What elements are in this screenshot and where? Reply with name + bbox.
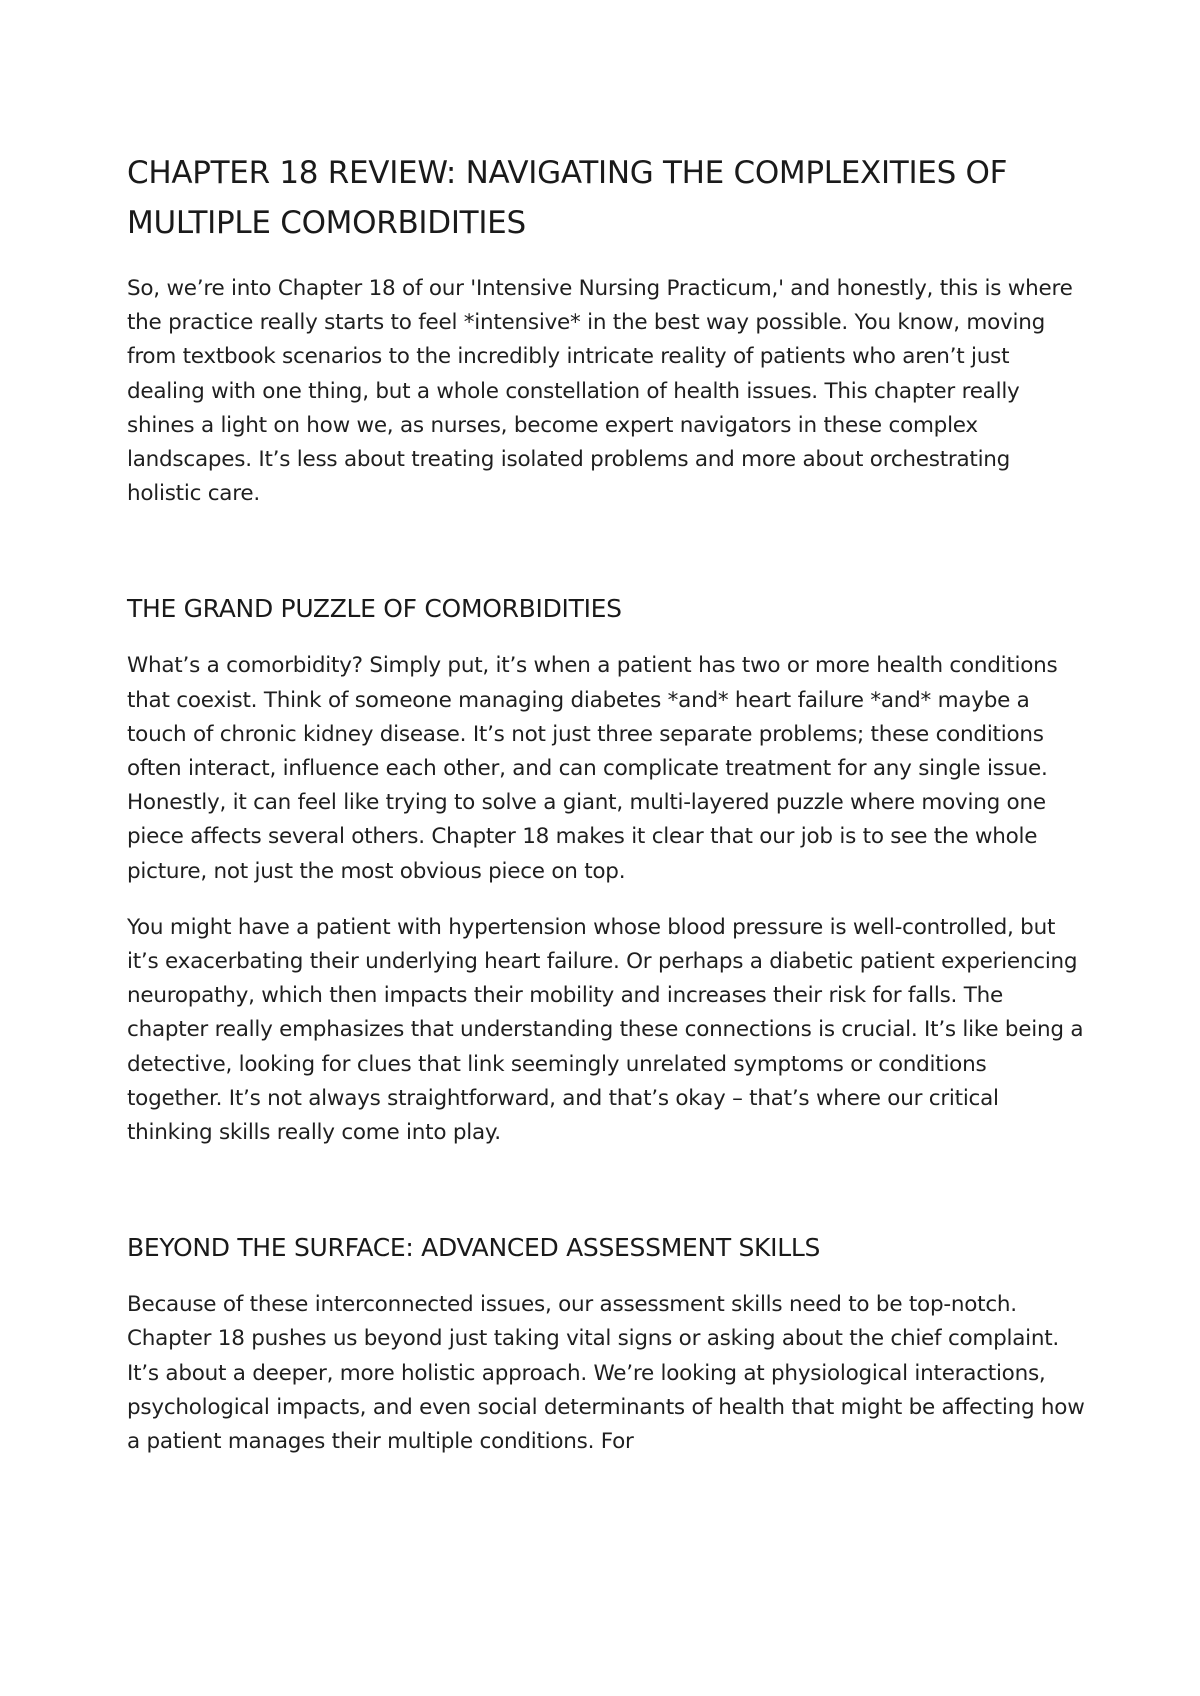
section-paragraph: What’s a comorbidity? Simply put, it’s when a patient has two or more health conditions that coexist. Think of someone managing diabetes *and* heart failure *and* maybe a touch of chronic kidney disease. It’s not just three separate problems; these conditions often interact, influence each other, and can complicate treatment for any single issue. Honestly, it can feel like trying to solve a giant, multi-layered puzzle where moving one piece affects several others. Chapter 18 makes it clear that our job is to see the whole picture, not just the most obvious piece on top.	[127, 653, 1058, 884]
intro-paragraph: So, we’re into Chapter 18 of our 'Intensive Nursing Practicum,' and honestly, this is where the practice really starts to feel *intensive* in the best way possible. You know, moving from textbook scenarios to the incredibly intricate reality of patients who aren’t just dealing with one thing, but a whole constellation of health issues. This chapter really shines a light on how we, as nurses, become expert navigators in these complex landscapes. It’s less about treating isolated problems and more about orchestrating holistic care.	[127, 276, 1073, 507]
section-heading-grand-puzzle: THE GRAND PUZZLE OF COMORBIDITIES	[127, 594, 622, 624]
document-page	[127, 148, 1087, 1459]
section-paragraph: Because of these interconnected issues, our assessment skills need to be top-notch. Chapter 18 pushes us beyond just taking vital signs or asking about the chief complaint. It’s about a deeper, more holistic approach. We’re looking at physiological interactions, psychological impacts, and even social determinants of health that might be affecting how a patient manages their multiple conditions. For	[127, 1292, 1085, 1455]
section-paragraph: You might have a patient with hypertension whose blood pressure is well-controlled, but it’s exacerbating their underlying heart failure. Or perhaps a diabetic patient experiencing neuropathy, which then impacts their mobility and increases their risk for falls. The chapter really emphasizes that understanding these connections is crucial. It’s like being a detective, looking for clues that link seemingly unrelated symptoms or conditions together. It’s not always straightforward, and that’s okay – that’s where our critical thinking skills really come into play.	[127, 914, 1084, 1146]
section-heading-beyond-the-surface: BEYOND THE SURFACE: ADVANCED ASSESSMENT SKILLS	[127, 1233, 821, 1263]
document-title: CHAPTER 18 REVIEW: NAVIGATING THE COMPLEXITIES OF MULTIPLE COMORBIDITIES	[127, 155, 1008, 241]
